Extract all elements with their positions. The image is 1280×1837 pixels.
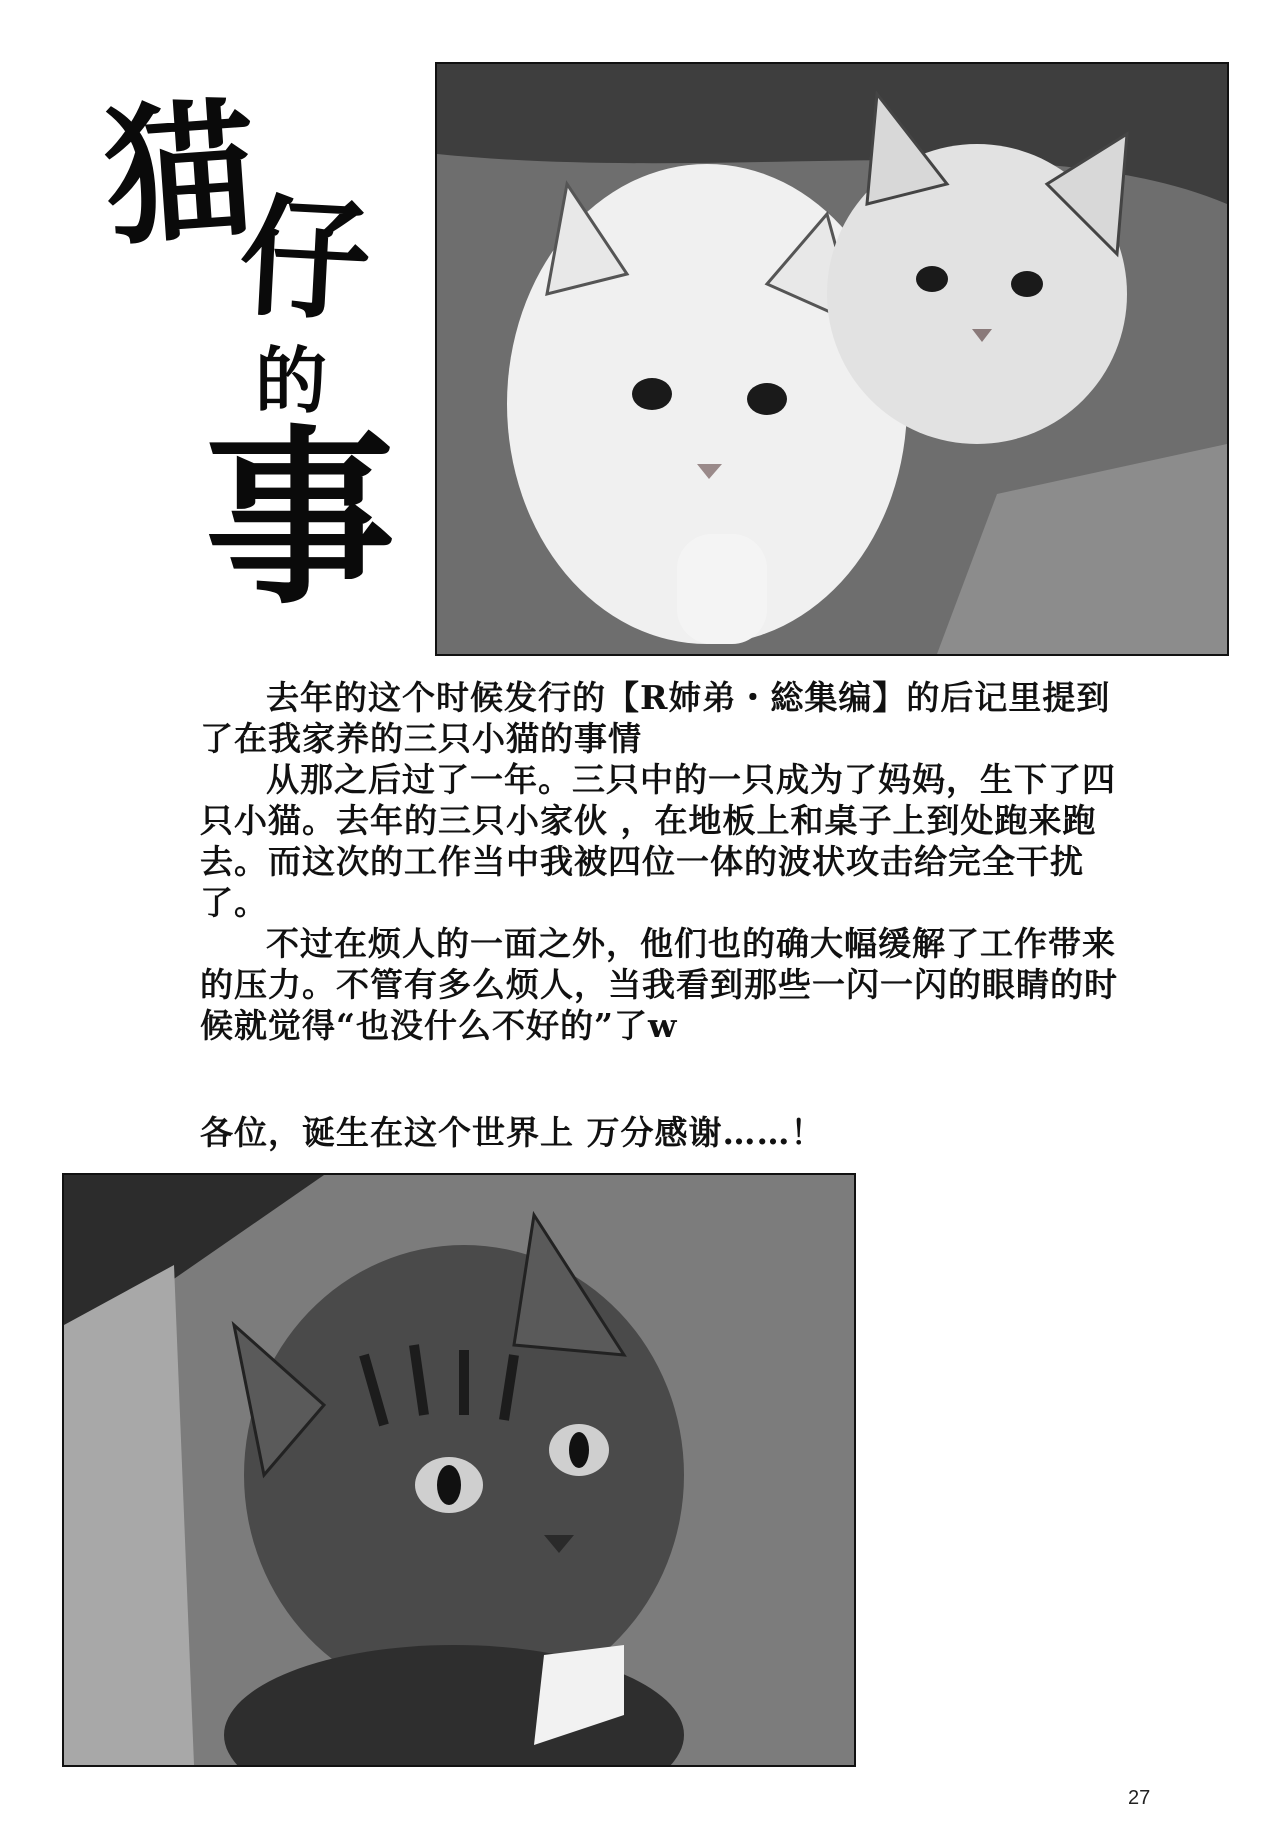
page-number: 27 [1128,1787,1151,1809]
paragraph-1: 去年的这个时候发行的【R姉弟・総集编】的后记里提到了在我家养的三只小猫的事情 [200,678,1111,758]
article-body [200,677,1140,1046]
paragraph-2: 从那之后过了一年。三只中的一只成为了妈妈，生下了四只小猫。去年的三只小家伙 ，在地板上和桌子上到处跑来跑去。而这次的工作当中我被四位一体的波状攻击给完全干扰了。 [200,760,1116,922]
tabby-kitten-photo [62,1173,856,1767]
two-white-kittens-photo [435,62,1229,656]
paragraph-3: 不过在烦人的一面之外，他们也的确大幅缓解了工作带来的压力。不管有多么烦人，当我看到那些一闪一闪的眼睛的时候就觉得“也没什么不好的”了w [200,924,1118,1045]
title-char-3: 的 [255,339,328,423]
title-char-1: 猫 [99,82,261,268]
closing-line: 各位，诞生在这个世界上 万分感谢……！ [200,1113,825,1152]
title-char-2: 仔 [236,180,374,340]
title-char-4: 事 [205,409,396,630]
